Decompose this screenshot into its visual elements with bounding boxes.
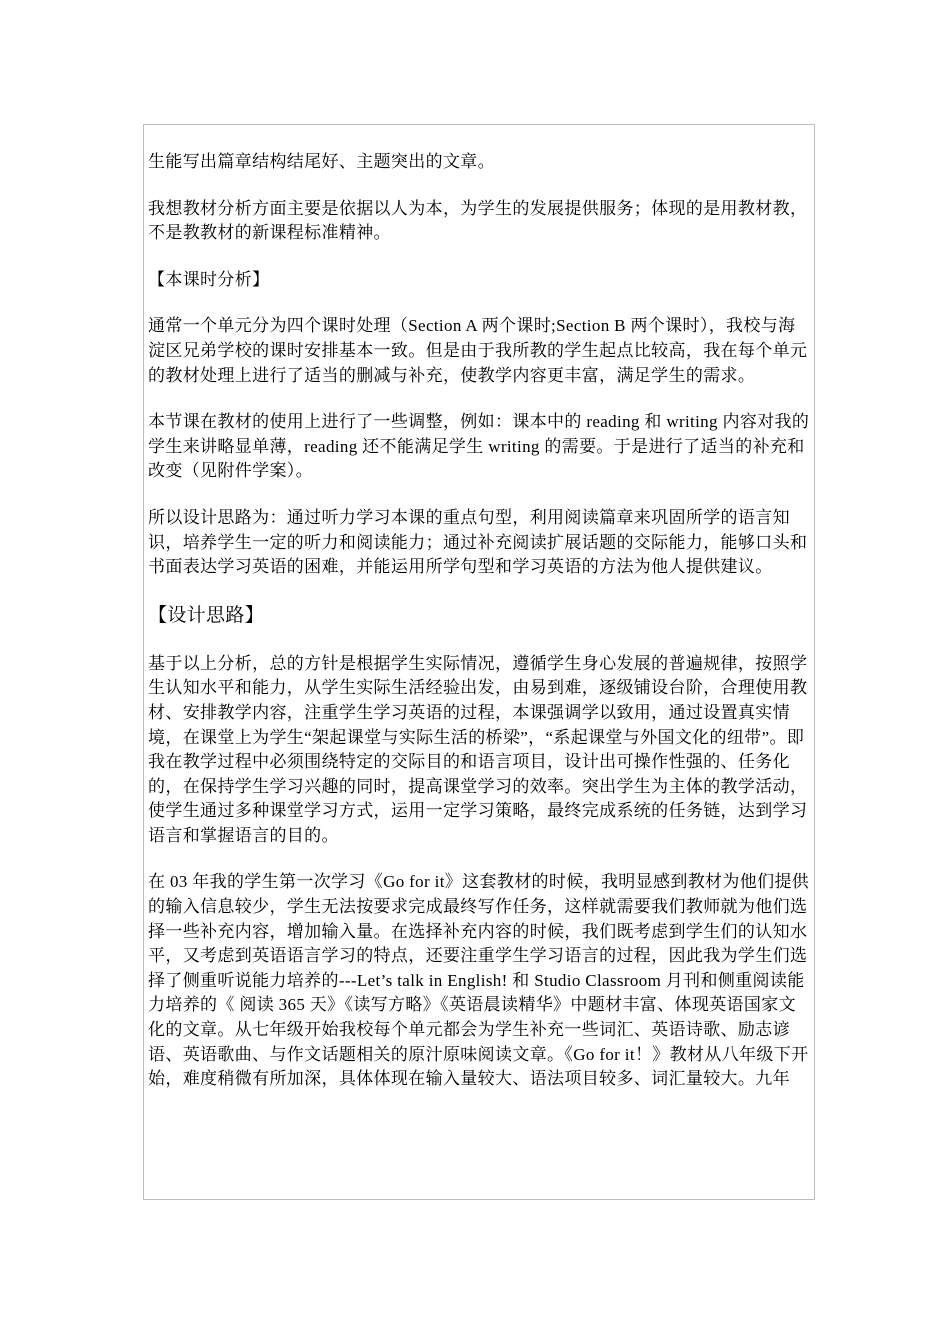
- paragraph-lesson-arrangement: 通常一个单元分为四个课时处理（Section A 两个课时;Section B 两个课时），我校与海淀区兄弟学校的课时安排基本一致。但是由于我所教的学生起点比较高，我在每个单元的教材处理上进行了适当的删减与补充，使教学内容更丰富，满足学生的需求。: [148, 316, 808, 385]
- page-frame: [143, 124, 815, 1200]
- paragraph-supplementary-materials: 在 03 年我的学生第一次学习《Go for it》这套教材的时候，我明显感到教材为他们提供的输入信息较少，学生无法按要求完成最终写作任务，这样就需要我们教师就为他们选择一些补充内容，增加输入量。在选择补充内容的时候，我们既考虑到学生们的认知水平，又考虑到英语语言学习的特点，还要注重学生学习语言的过程，因此我为学生们选择了侧重听说能力培养的---Let’s talk in English! 和 Studio Classroom 月刊和侧重阅读能力培养的《 阅读 365 天》《读写方略》《英语晨读精华》中题材丰富、体现英语国家文化的文章。从七年级开始我校每个单元都会为学生补充一些词汇、英语诗歌、励志谚语、英语歌曲、与作文话题相关的原汁原味阅读文章。《Go for it！》教材从八年级下开始，难度稍微有所加深，具体体现在输入量较大、语法项目较多、词汇量较大。九年: [148, 872, 810, 1089]
- paragraph-policy: 基于以上分析，总的方针是根据学生实际情况，遵循学生身心发展的普遍规律，按照学生认知水平和能力，从学生实际生活经验出发，由易到难，逐级铺设台阶，合理使用教材、安排教学内容，注重学生学习英语的过程，本课强调学以致用，通过设置真实情境，在课堂上为学生“架起课堂与实际生活的桥梁”，“系起课堂与外国文化的纽带”。即我在教学过程中必须围绕特定的交际目的和语言项目，设计出可操作性强的、任务化的，在保持学生学习兴趣的同时，提高课堂学习的效率。突出学生为主体的教学活动，使学生通过多种课堂学习方式，运用一定学习策略，最终完成系统的任务链，达到学习语言和掌握语言的目的。: [148, 653, 808, 845]
- paragraph-analysis-principle: 我想教材分析方面主要是依据以人为本，为学生的发展提供服务；体现的是用教材教，不是教教材的新课程标准精神。: [148, 198, 808, 243]
- heading-design-thinking: 【设计思路】: [148, 604, 265, 626]
- paragraph-textbook-adjustment: 本节课在教材的使用上进行了一些调整，例如：课本中的 reading 和 writing 内容对我的学生来讲略显单薄，reading 还不能满足学生 writing 的需要。于是进行了适当的补充和改变（见附件学案）。: [148, 412, 810, 481]
- paragraph-intro: 生能写出篇章结构结尾好、主题突出的文章。: [148, 152, 495, 171]
- paragraph-design-idea: 所以设计思路为：通过听力学习本课的重点句型，利用阅读篇章来巩固所学的语言知识，培养学生一定的听力和阅读能力；通过补充阅读扩展话题的交际能力，能够口头和书面表达学习英语的困难，并能运用所学句型和学习英语的方法为他人提供建议。: [148, 507, 808, 577]
- heading-lesson-analysis: 【本课时分析】: [148, 269, 270, 289]
- document-body: [148, 150, 810, 1114]
